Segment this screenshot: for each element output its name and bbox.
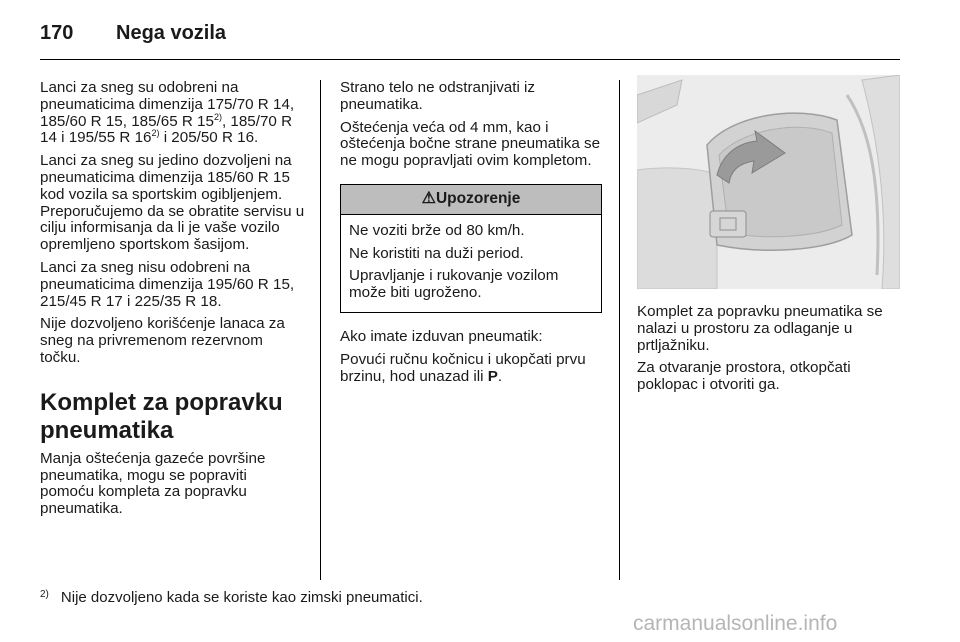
watermark: carmanualsonline.info — [633, 612, 838, 635]
warning-title: Upozorenje — [435, 189, 521, 207]
column-divider — [320, 80, 321, 580]
paragraph-approved-sizes: Lanci za sneg su odobreni na pneumaticima dimenzija 175/70 R 14, 185/60 R 15, 185/65 R 15$^{2)}$, 185/70 R 14 i 195/55 R 16$^{2)}$ i 205/50 R 16. — [40, 79, 295, 147]
warning-line: Ne koristiti na duži period. — [349, 244, 524, 262]
warning-body — [341, 215, 601, 312]
column-right — [637, 304, 902, 400]
page-number: 170 — [40, 22, 74, 44]
warning-line: Upravljanje i rukovanje vozilom može biti ugroženo. — [349, 267, 559, 302]
warning-header — [341, 185, 601, 215]
paragraph-flat-tire: Ako imate izduvan pneumatik: — [340, 327, 543, 345]
footnote-text: Nije dozvoljeno kada se koriste kao zimski pneumatici. — [60, 589, 423, 606]
section-heading: Komplet za popravku pneumatika — [40, 388, 283, 444]
footnote-marker: 2) — [40, 589, 49, 600]
warning-line: Ne voziti brže od 80 km/h. — [349, 221, 525, 239]
paragraph-spare-wheel: Nije dozvoljeno korišćenje lanaca za sneg na privremenom rezervnom točku. — [40, 315, 285, 366]
warning-box — [340, 184, 602, 313]
header-rule — [40, 59, 900, 60]
paragraph-sport-suspension: Lanci za sneg su jedino dozvoljeni na pneumaticima dimenzija 185/60 R 15 kod vozila sa sportskim ogibljenjem. Preporučujemo da se obratite servisu u cilju informisanja da li je vaše vozilo opremljeno sportskom šasijom. — [40, 152, 305, 254]
paragraph-handbrake: Povući ručnu kočnicu i ukopčati prvu brzinu, hod unazad ili P. — [340, 350, 586, 385]
footnote — [40, 589, 423, 606]
paragraph-kit-location: Komplet za popravku pneumatika se nalazi u prostoru za odlaganje u prtljažniku. — [637, 303, 883, 354]
paragraph-not-approved: Lanci za sneg nisu odobreni na pneumaticima dimenzija 195/60 R 15, 215/45 R 17 i 225/35 R 18. — [40, 258, 295, 310]
page-title: Nega vozila — [116, 22, 227, 44]
trunk-illustration — [637, 75, 900, 289]
warning-triangle-icon: ⚠ — [421, 189, 436, 207]
column-middle — [340, 80, 602, 391]
paragraph-repair-kit-intro: Manja oštećenja gazeće površine pneumatika, mogu se popraviti pomoću kompleta za popravku pneumatika. — [40, 449, 266, 518]
paragraph-open-compartment: Za otvaranje prostora, otkopčati poklopac i otvoriti ga. — [637, 359, 851, 394]
paragraph-foreign-object: Strano telo ne odstranjivati iz pneumatika. — [340, 79, 536, 113]
column-left — [40, 80, 305, 524]
page-header — [40, 22, 226, 45]
column-divider — [619, 80, 620, 580]
paragraph-damage-limit: Oštećenja veća od 4 mm, kao i oštećenja bočne strane pneumatika se ne mogu popravljati ovim kompletom. — [340, 118, 601, 170]
